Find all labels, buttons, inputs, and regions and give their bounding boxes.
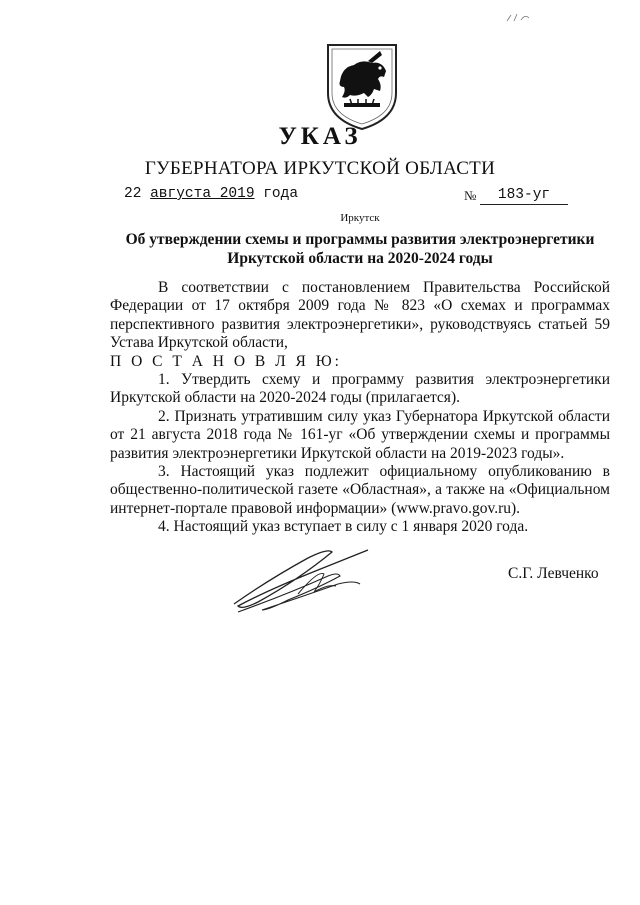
item-3: 3. Настоящий указ подлежит официальному опубликованию в общественно-политической газете «Областная», а также на «Официальном интернет-портале правовой информации» (www.pravo.gov.ru). <box>110 463 610 517</box>
item-2: 2. Признать утратившим силу указ Губернатора Иркутской области от 21 августа 2018 года № 161-уг «Об утверждении схемы и программы развития электроэнергетики Иркутской области на 2019-2023 годы». <box>110 407 610 462</box>
document-title: УКАЗ <box>278 123 362 150</box>
handwritten-mark <box>505 12 535 24</box>
number-label: № <box>464 188 477 203</box>
decree-word: П О С Т А Н О В Л Я Ю: <box>110 352 342 370</box>
document-number: 183-уг <box>480 186 568 205</box>
document-body <box>110 279 610 537</box>
signer-name: С.Г. Левченко <box>508 565 599 582</box>
heading-line-1: Об утверждении схемы и программы развития электроэнергетики <box>125 231 595 248</box>
handwritten-signature <box>228 540 378 620</box>
preamble-paragraph: В соответствии с постановлением Правительства Российской Федерации от 17 октября 2009 года № 823 «О схемах и программах перспективного развития электроэнергетики», руководствуясь статьей 59 Устава Иркутской области, <box>110 279 610 352</box>
document-subtitle: ГУБЕРНАТОРА ИРКУТСКОЙ ОБЛАСТИ <box>144 158 496 179</box>
document-heading <box>110 230 610 268</box>
coat-of-arms-icon <box>324 41 400 131</box>
date-day: 22 <box>124 186 142 202</box>
heading-line-2: Иркутской области на 2020-2024 годы <box>227 250 493 267</box>
document-city: Иркутск <box>340 212 380 224</box>
item-1: 1. Утвердить схему и программу развития электроэнергетики Иркутской области на 2020-2024 годы (прилагается). <box>110 371 610 407</box>
date-suffix: года <box>263 186 299 202</box>
document-date <box>124 186 298 202</box>
date-month-year: августа 2019 <box>150 186 255 202</box>
item-4: 4. Настоящий указ вступает в силу с 1 января 2020 года. <box>158 518 529 536</box>
